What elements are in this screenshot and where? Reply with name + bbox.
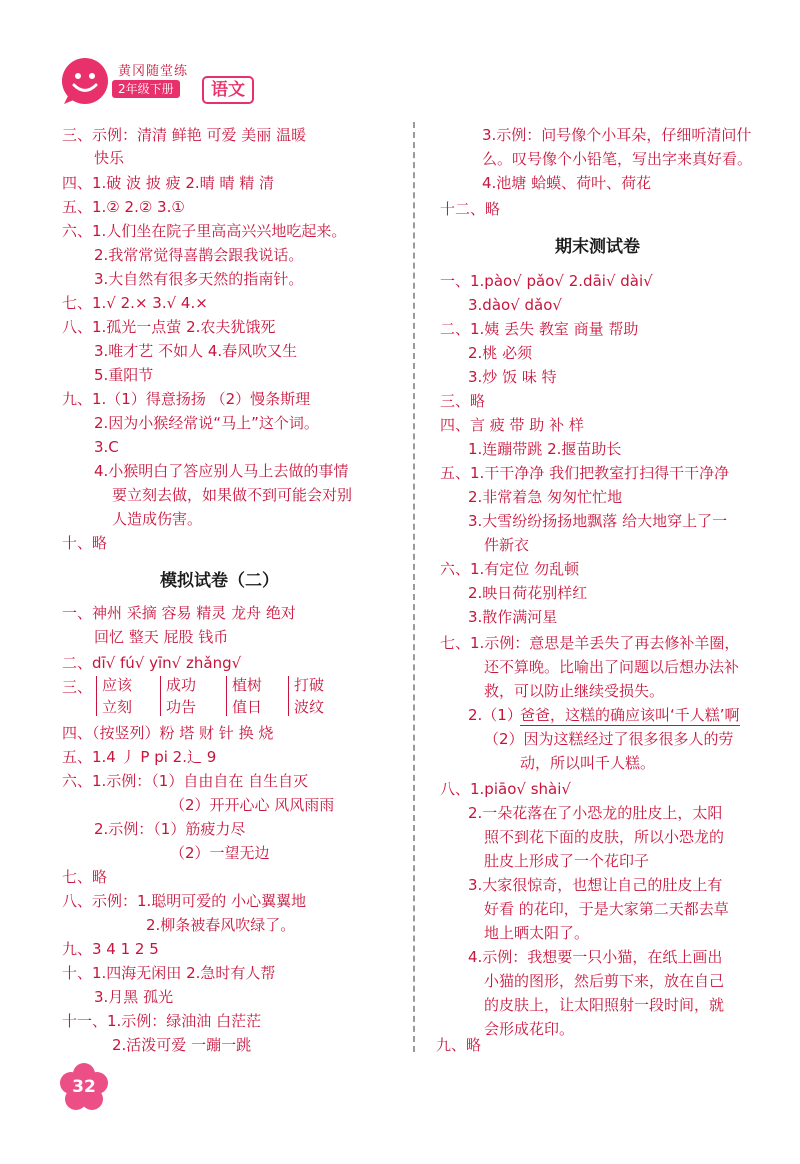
answer-line: 十一、1.示例：绿油油 白茫茫 [62, 1012, 262, 1030]
answer-line: 2.（1） [468, 706, 522, 724]
answer-line: 要立刻去做，如果做不到可能会对别 [112, 486, 353, 504]
answer-line: 小猫的图形，然后剪下来，放在自己 [484, 972, 725, 990]
answer-line: 3.大家很惊奇，也想让自己的肚皮上有 [468, 876, 723, 894]
answer-line: 五、1.② 2.② 3.① [62, 198, 185, 216]
answer-line: 四、（按竖列）粉 塔 财 针 换 烧 [62, 724, 274, 742]
answer-line: 3.炒 饭 味 特 [468, 368, 557, 386]
answer-line: 会形成花印。 [484, 1020, 575, 1038]
word-pair: 打破 [294, 676, 325, 694]
bracket [226, 676, 227, 716]
answer-line: 六、1.有定位 勿乱顿 [440, 560, 580, 578]
answer-line: 回忆 整天 屁股 钱币 [94, 628, 229, 646]
bracket [96, 676, 97, 716]
answer-line: 3.dào√ dǎo√ [468, 296, 562, 314]
bracket [288, 676, 289, 716]
answer-line: 2.非常着急 匆匆忙忙地 [468, 488, 623, 506]
answer-line: 2.我常常觉得喜鹊会跟我说话。 [94, 246, 304, 264]
answer-line: 三、略 [440, 392, 486, 410]
answer-line: 五、1.干干净净 我们把教室打扫得干干净净 [440, 464, 730, 482]
page-number: 32 [72, 1077, 96, 1097]
answer-line: 2.活泼可爱 一蹦一跳 [112, 1036, 252, 1054]
answer-line: 2.示例：（1）筋疲力尽 [94, 820, 246, 838]
smiley-icon [62, 58, 108, 104]
word-pair: 功告 [166, 698, 197, 716]
underlined-answer: 爸爸，这糕的确应该叫‘千人糕’啊 [520, 706, 740, 724]
answer-line: 快乐 [94, 149, 125, 167]
answer-line: 救，可以防止继续受损失。 [484, 682, 665, 700]
bracket [160, 676, 161, 716]
section-title-final-exam: 期末测试卷 [555, 237, 640, 257]
answer-line: 九、3 4 1 2 5 [62, 940, 159, 958]
answer-line: （2）一望无边 [170, 844, 270, 862]
answer-line: 一、神州 采摘 容易 精灵 龙舟 绝对 [62, 604, 296, 622]
answer-line: 十、略 [62, 534, 108, 552]
answer-line: 十二、略 [440, 200, 501, 218]
answer-line: 九、略 [436, 1036, 482, 1054]
answer-line: 二、1.姨 丢失 教室 商量 帮助 [440, 320, 639, 338]
word-pair: 植树 [232, 676, 263, 694]
subject-badge: 语文 [202, 76, 254, 104]
answer-line: 三、 [62, 678, 93, 696]
answer-line: 3.C [94, 438, 119, 456]
answer-line: 3.唯才艺 不如人 4.春风吹又生 [94, 342, 298, 360]
answer-line: 4.小猴明白了答应别人马上去做的事情 [94, 462, 349, 480]
answer-line: （2）开开心心 风风雨雨 [170, 796, 335, 814]
answer-line: 七、1.√ 2.× 3.√ 4.× [62, 294, 208, 312]
answer-line: 4.池塘 蛤蟆、荷叶、荷花 [482, 174, 652, 192]
answer-line: 3.散作满河星 [468, 608, 558, 626]
series-name: 黄冈随堂练 [118, 64, 189, 79]
answer-line: 一、1.pào√ pǎo√ 2.dāi√ dài√ [440, 272, 653, 290]
answer-line: 2.桃 必须 [468, 344, 533, 362]
word-pair: 波纹 [294, 698, 325, 716]
word-pair: 成功 [166, 676, 197, 694]
answer-line: 六、1.人们坐在院子里高高兴兴地吃起来。 [62, 222, 347, 240]
answer-line: 4.示例：我想要一只小猫，在纸上画出 [468, 948, 723, 966]
page-number-badge [58, 1062, 110, 1114]
answer-line: 二、dī√ fú√ yīn√ zhǎng√ [62, 654, 242, 672]
word-pair: 值日 [232, 698, 263, 716]
answer-line: 九、1.（1）得意扬扬 （2）慢条斯理 [62, 390, 311, 408]
word-pair: 应该 [102, 676, 133, 694]
answer-line: 1.连蹦带跳 2.揠苗助长 [468, 440, 622, 458]
answer-line: 五、1.4 丿 P pi 2.辶 9 [62, 748, 217, 766]
answer-line: 四、1.破 波 披 疲 2.晴 晴 精 清 [62, 174, 275, 192]
answer-line: 动，所以叫千人糕。 [520, 754, 656, 772]
grade-badge: 2年级下册 [112, 80, 180, 98]
answer-line: 肚皮上形成了一个花印子 [484, 852, 650, 870]
answer-line: 3.月黑 孤光 [94, 988, 174, 1006]
answer-line: 3.示例：问号像个小耳朵，仔细听清问什 [482, 126, 752, 144]
word-pair: 立刻 [102, 698, 133, 716]
answer-line: 2.映日荷花别样红 [468, 584, 588, 602]
answer-line: 照不到花下面的皮肤，所以小恐龙的 [484, 828, 725, 846]
answer-line: 件新衣 [484, 536, 530, 554]
answer-line: 六、1.示例：（1）自由自在 自生自灭 [62, 772, 309, 790]
series-logo [62, 58, 262, 114]
answer-line: 么。叹号像个小铅笔，写出字来真好看。 [482, 150, 753, 168]
answer-line: 地上晒太阳了。 [484, 924, 590, 942]
answer-line: 3.大自然有很多天然的指南针。 [94, 270, 304, 288]
answer-line: 3.大雪纷纷扬扬地飘落 给大地穿上了一 [468, 512, 728, 530]
answer-line: 四、言 疲 带 助 补 样 [440, 416, 584, 434]
answer-line: 人造成伤害。 [112, 510, 203, 528]
answer-line: 七、略 [62, 868, 108, 886]
answer-line: （2）因为这糕经过了很多很多人的劳 [484, 730, 734, 748]
column-divider [413, 122, 415, 1052]
answer-line: 好看 的花印，于是大家第二天都去草 [484, 900, 729, 918]
answer-line: 2.柳条被春风吹绿了。 [146, 916, 296, 934]
answer-line: 八、1.piāo√ shài√ [440, 780, 571, 798]
answer-line: 2.因为小猴经常说“马上”这个词。 [94, 414, 319, 432]
answer-underlined [520, 704, 740, 726]
answer-line: 八、1.孤光一点萤 2.农夫犹饿死 [62, 318, 276, 336]
answer-line: 八、示例：1.聪明可爱的 小心翼翼地 [62, 892, 307, 910]
answer-line: 还不算晚。比喻出了问题以后想办法补 [484, 658, 740, 676]
answer-line: 十、1.四海无闲田 2.急时有人帮 [62, 964, 276, 982]
answer-line: 5.重阳节 [94, 366, 154, 384]
section-title-mock-exam-2: 模拟试卷（二） [160, 571, 279, 591]
answer-line: 的皮肤上，让太阳照射一段时间，就 [484, 996, 725, 1014]
answer-line: 三、示例：清清 鲜艳 可爱 美丽 温暖 [62, 126, 307, 144]
answer-line: 2.一朵花落在了小恐龙的肚皮上，太阳 [468, 804, 723, 822]
answer-line: 七、1.示例：意思是羊丢失了再去修补羊圈， [440, 634, 740, 652]
